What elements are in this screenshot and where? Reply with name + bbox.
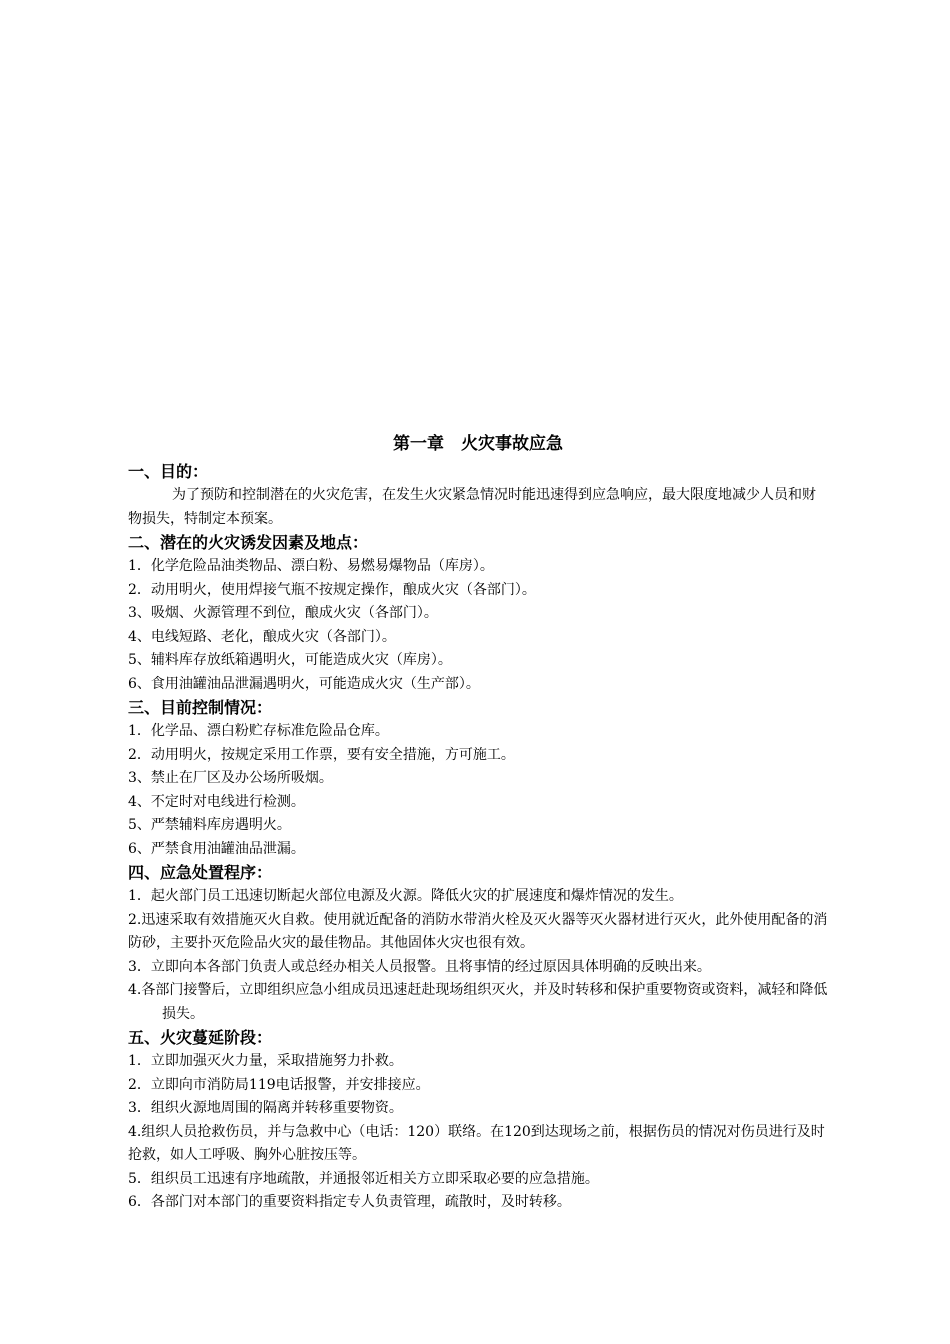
section-current-controls xyxy=(128,696,828,861)
chapter-title: 第一章 火灾事故应急 xyxy=(393,434,563,454)
list-item: 6．各部门对本部门的重要资料指定专人负责管理，疏散时，及时转移。 xyxy=(128,1194,571,1210)
list-item: 2.迅速采取有效措施灭火自救。使用就近配备的消防水带消火栓及灭火器等灭火器材进行灭火，此外使用配备的消防砂，主要扑灭危险品火灾的最佳物品。其他固体火灾也很有效。 xyxy=(128,911,828,951)
section-heading: 二、潜在的火灾诱发因素及地点： xyxy=(128,533,369,552)
list-item: 4、不定时对电线进行检测。 xyxy=(128,793,305,810)
section-emergency-procedure xyxy=(128,861,828,1026)
list-item: 5、严禁辅料库房遇明火。 xyxy=(128,817,291,833)
section-fire-spread xyxy=(128,1026,828,1215)
list-item: 4.组织人员抢救伤员，并与急救中心（电话：120）联络。在120到达现场之前，根据伤员的情况对伤员进行及时抢救，如人工呼吸、胸外心脏按压等。 xyxy=(128,1123,825,1163)
list-item: 2．动用明火，按规定采用工作票，要有安全措施，方可施工。 xyxy=(128,746,515,763)
section-heading: 一、目的： xyxy=(128,462,209,481)
section-heading: 五、火灾蔓延阶段： xyxy=(128,1028,273,1047)
section-heading: 四、应急处置程序： xyxy=(128,863,273,882)
list-item: 6、严禁食用油罐油品泄漏。 xyxy=(128,840,305,857)
list-item: 3、禁止在厂区及办公场所吸烟。 xyxy=(128,770,333,786)
list-item: 2．动用明火，使用焊接气瓶不按规定操作，酿成火灾（各部门）。 xyxy=(128,581,536,598)
list-item: 3．组织火源地周围的隔离并转移重要物资。 xyxy=(128,1100,403,1116)
section-heading: 三、目前控制情况： xyxy=(128,698,273,717)
list-item: 1．立即加强灭火力量，采取措施努力扑救。 xyxy=(128,1053,403,1069)
section-purpose xyxy=(128,460,828,531)
list-item: 2．立即向市消防局119电话报警，并安排接应。 xyxy=(128,1076,430,1093)
paragraph: 为了预防和控制潜在的火灾危害，在发生火灾紧急情况时能迅速得到应急响应，最大限度地减少人员和财物损失，特制定本预案。 xyxy=(128,487,816,527)
list-item: 1．起火部门员工迅速切断起火部位电源及火源。降低火灾的扩展速度和爆炸情况的发生。 xyxy=(128,888,683,904)
list-item: 4.各部门接警后，立即组织应急小组成员迅速赶赴现场组织灭火，并及时转移和保护重要物资或资料，减轻和降低损失。 xyxy=(128,982,828,1022)
list-item: 1．化学危险品油类物品、漂白粉、易燃易爆物品（库房）。 xyxy=(128,558,494,574)
list-item: 5．组织员工迅速有序地疏散，并通报邻近相关方立即采取必要的应急措施。 xyxy=(128,1170,599,1187)
list-item: 3、吸烟、火源管理不到位，酿成火灾（各部门）。 xyxy=(128,605,438,621)
section-fire-causes xyxy=(128,531,828,696)
list-item: 6、食用油罐油品泄漏遇明火，可能造成火灾（生产部）。 xyxy=(128,675,480,692)
list-item: 4、电线短路、老化，酿成火灾（各部门）。 xyxy=(128,628,396,645)
list-item: 3．立即向本各部门负责人或总经办相关人员报警。且将事情的经过原因具体明确的反映出来。 xyxy=(128,958,711,975)
list-item: 5、辅料库存放纸箱遇明火，可能造成火灾（库房）。 xyxy=(128,652,452,668)
list-item: 1．化学品、漂白粉贮存标准危险品仓库。 xyxy=(128,723,389,739)
document-body xyxy=(128,430,828,1215)
